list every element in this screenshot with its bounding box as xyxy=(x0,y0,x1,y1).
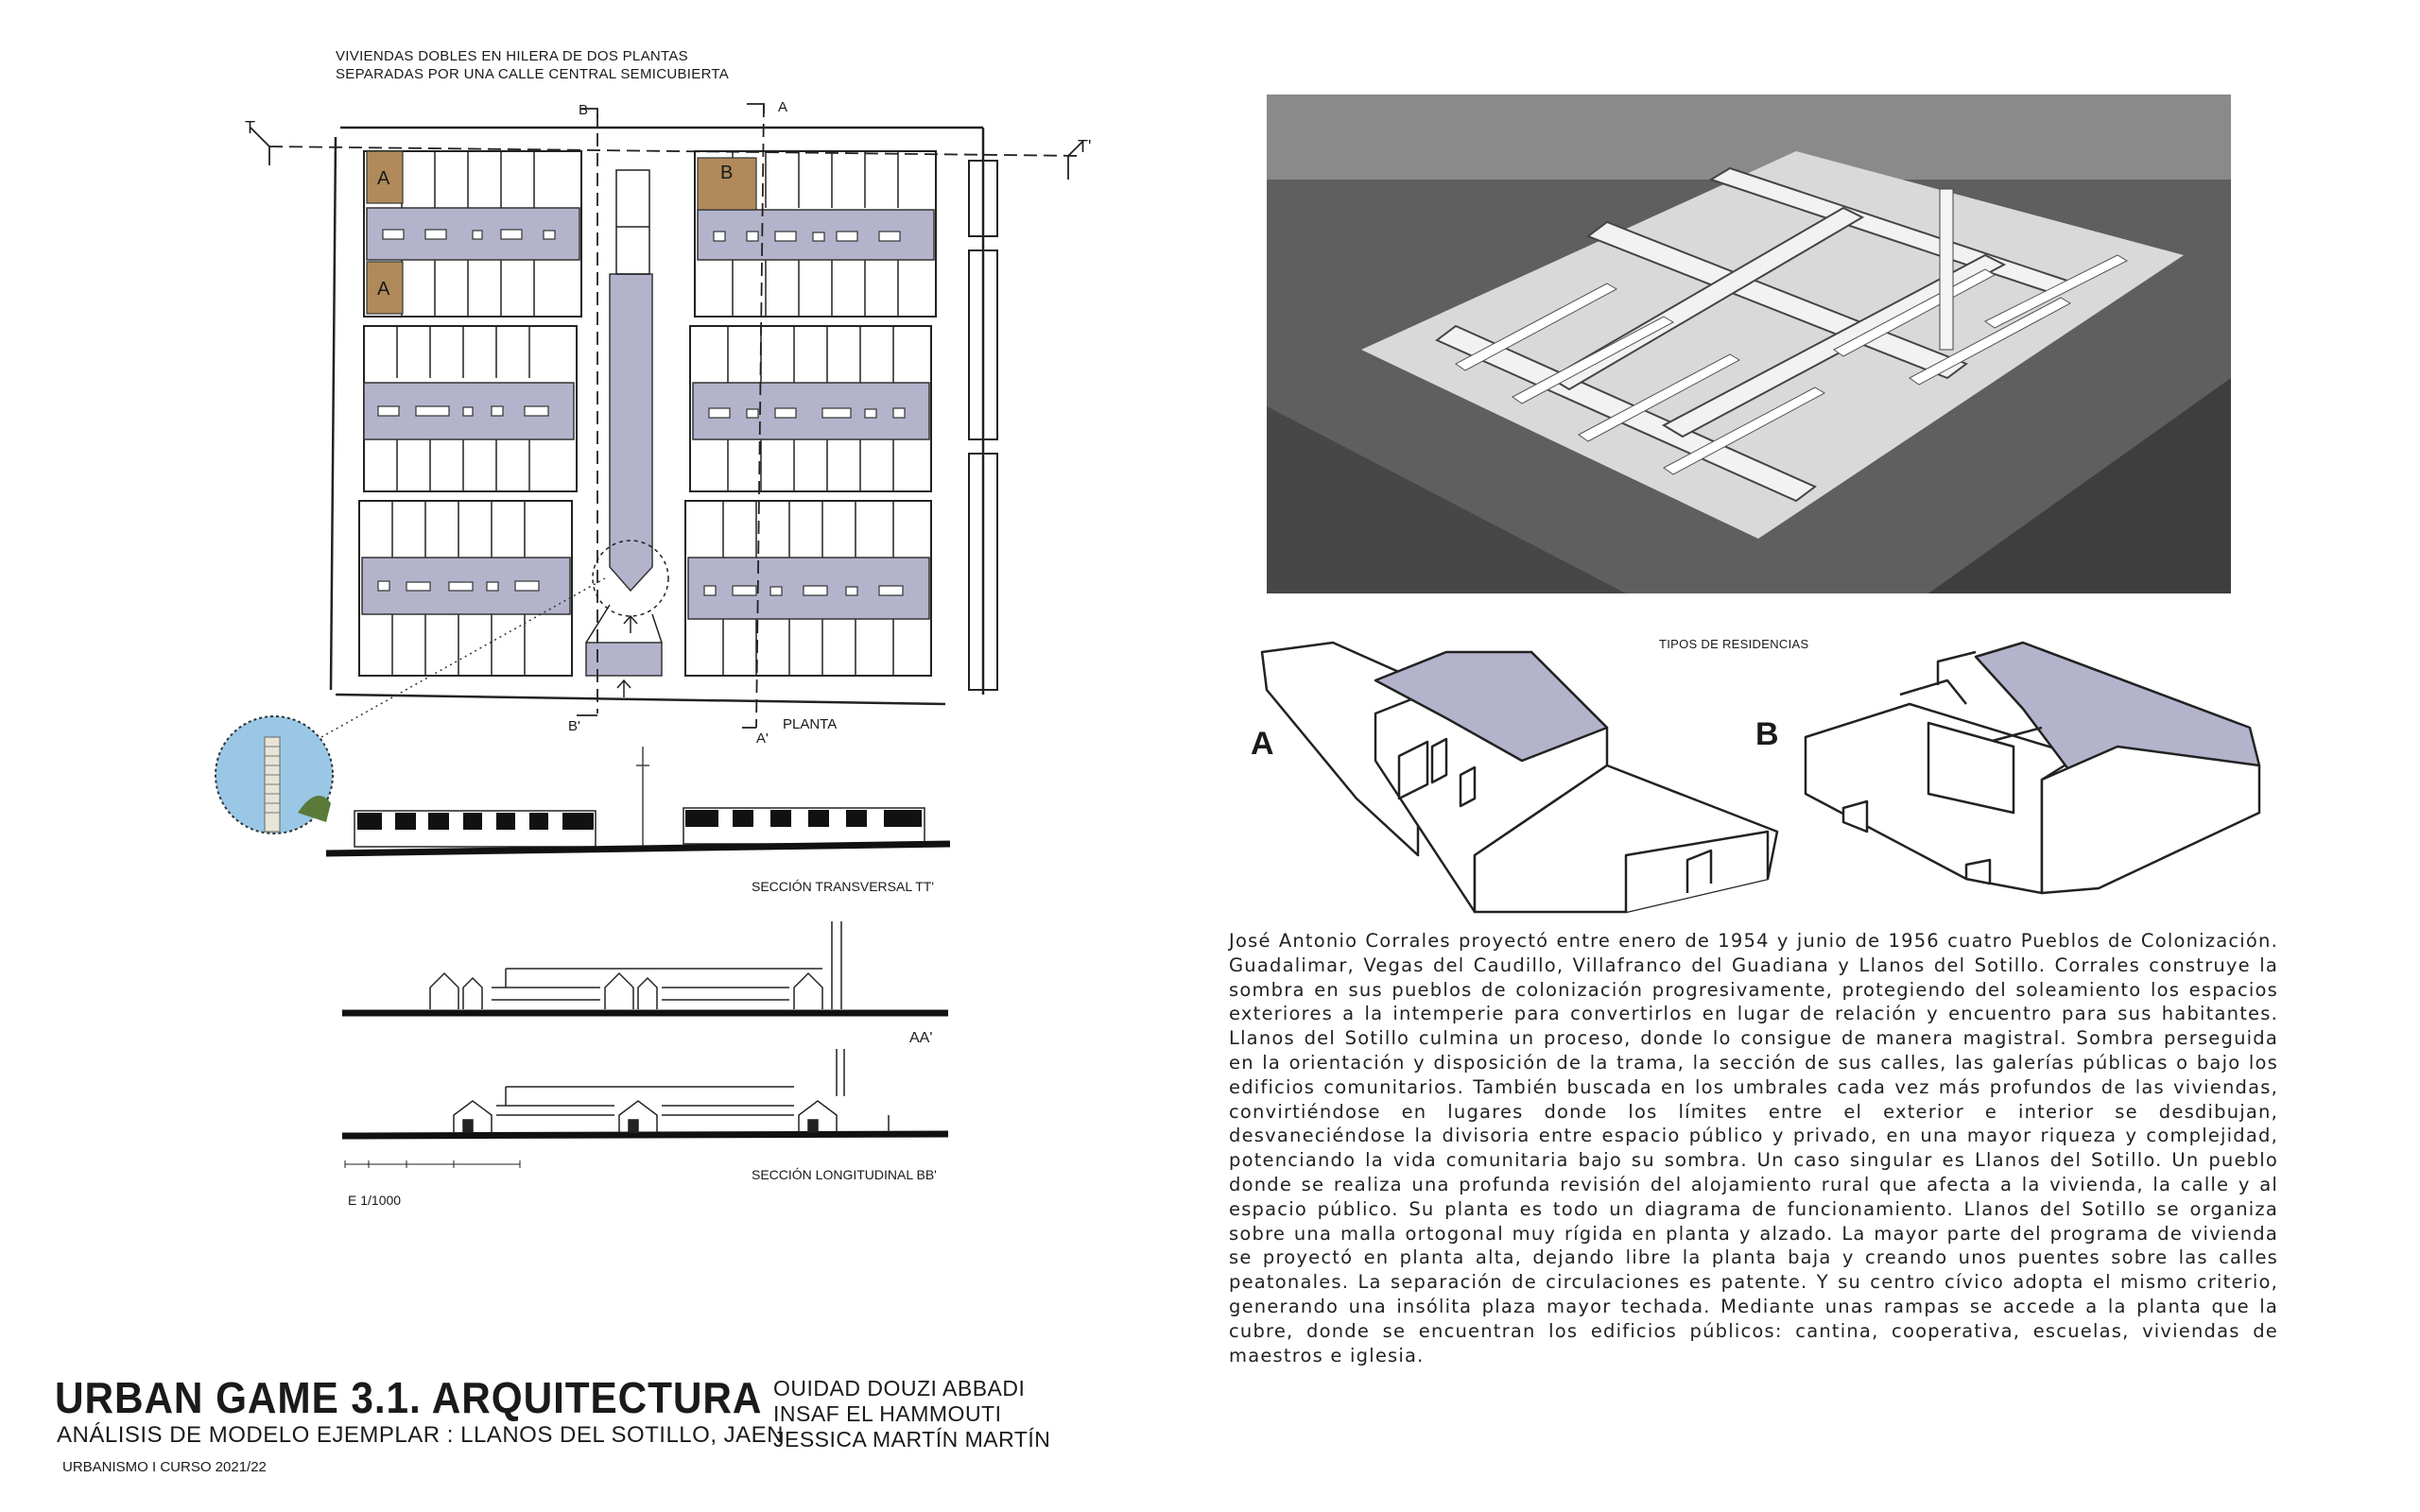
author-2: INSAF EL HAMMOUTI xyxy=(773,1401,1002,1426)
section-aa xyxy=(342,921,948,1013)
house-label-a2: A xyxy=(377,279,390,300)
cut-label-a2: A' xyxy=(756,730,769,747)
cut-label-b2: B' xyxy=(568,718,580,734)
axonometric-house-a xyxy=(1262,643,1777,912)
planta-label: PLANTA xyxy=(783,716,838,732)
cut-label-t: T xyxy=(245,118,255,137)
section-transversal-label: SECCIÓN TRANSVERSAL TT' xyxy=(752,879,935,894)
author-3: JESSICA MARTÍN MARTÍN xyxy=(773,1427,1051,1452)
section-longitudinal xyxy=(342,1049,948,1168)
main-title: URBAN GAME 3.1. ARQUITECTURA xyxy=(55,1373,763,1422)
residence-types-title: TIPOS DE RESIDENCIAS xyxy=(1659,637,1809,651)
section-aa-label: AA' xyxy=(909,1030,933,1046)
cut-label-a: A xyxy=(778,99,788,115)
residence-type-a-label: A xyxy=(1251,726,1274,762)
aerial-photo xyxy=(1267,94,2231,593)
plan-title-line1: VIVIENDAS DOBLES EN HILERA DE DOS PLANTAS xyxy=(336,48,688,64)
section-longitudinal-label: SECCIÓN LONGITUDINAL BB' xyxy=(752,1167,937,1182)
plan-title-line2: SEPARADAS POR UNA CALLE CENTRAL SEMICUBIERTA xyxy=(336,66,730,82)
subtitle: ANÁLISIS DE MODELO EJEMPLAR : LLANOS DEL SOTILLO, JAEN xyxy=(57,1422,785,1448)
axonometric-house-b xyxy=(1806,643,2259,893)
residence-type-b-label: B xyxy=(1755,716,1779,752)
shaded-streets xyxy=(362,208,934,676)
section-transversal xyxy=(326,747,950,853)
house-label-a1: A xyxy=(377,168,390,189)
scale-label: E 1/1000 xyxy=(348,1193,402,1208)
author-1: OUIDAD DOUZI ABBADI xyxy=(773,1376,1026,1400)
description-text: José Antonio Corrales proyectó entre enero de 1954 y junio de 1956 cuatro Pueblos de Colonización. Guadalimar, Vegas del Caudillo, Villafranco del Guadiana y Llanos del Sotillo. Corrales construye la sombra en sus pueblos de colonización progresivamente, protegiendo del soleamiento los espacios exteriores a la intemperie para convertirlos en lugar de relación y encuentro para sus habitantes. Llanos del Sotillo culmina un proceso, donde lo consigue de manera magistral. Sombra perseguida en la orientación y disposición de la trama, la sección de sus calles, las galerías públicas o bajo los edificios comunitarios. También buscada en los umbrales cada vez más profundos de las viviendas, convirtiéndose en lugares donde los límites entre el exterior e interior se desdibujan, desvaneciéndose la divisoria entre espacio público y privado, en una mayor riqueza y complejidad, potenciando la vida comunitaria bajo su sombra. Un caso singular es Llanos del Sotillo. Un pueblo donde se realiza una profunda revisión del alojamiento rural que afecta a la vivienda, la calle y al espacio público. Su planta es todo un diagrama de funcionamiento. Llanos del Sotillo se organiza sobre una malla ortogonal muy rígida en planta y alzado. La mayor parte del programa de vivienda se proyectó en planta alta, dejando libre la planta baja y creando unos puentes sobre las calles peatonales. La separación de circulaciones es patente. Y su centro cívico adopta el mismo criterio, generando una insólita plaza mayor techada. Mediante unas rampas se accede a la planta que la cubre, donde se encuentran los edificios públicos: cantina, cooperativa, escuelas, viviendas de maestros e iglesia. xyxy=(1229,930,2278,1366)
cut-label-b: B xyxy=(579,102,589,118)
cut-label-t2: T' xyxy=(1078,137,1092,156)
house-label-b: B xyxy=(720,163,734,183)
tower-inset xyxy=(216,716,333,833)
authors xyxy=(773,1376,1050,1452)
course-label: URBANISMO I CURSO 2021/22 xyxy=(62,1459,267,1475)
